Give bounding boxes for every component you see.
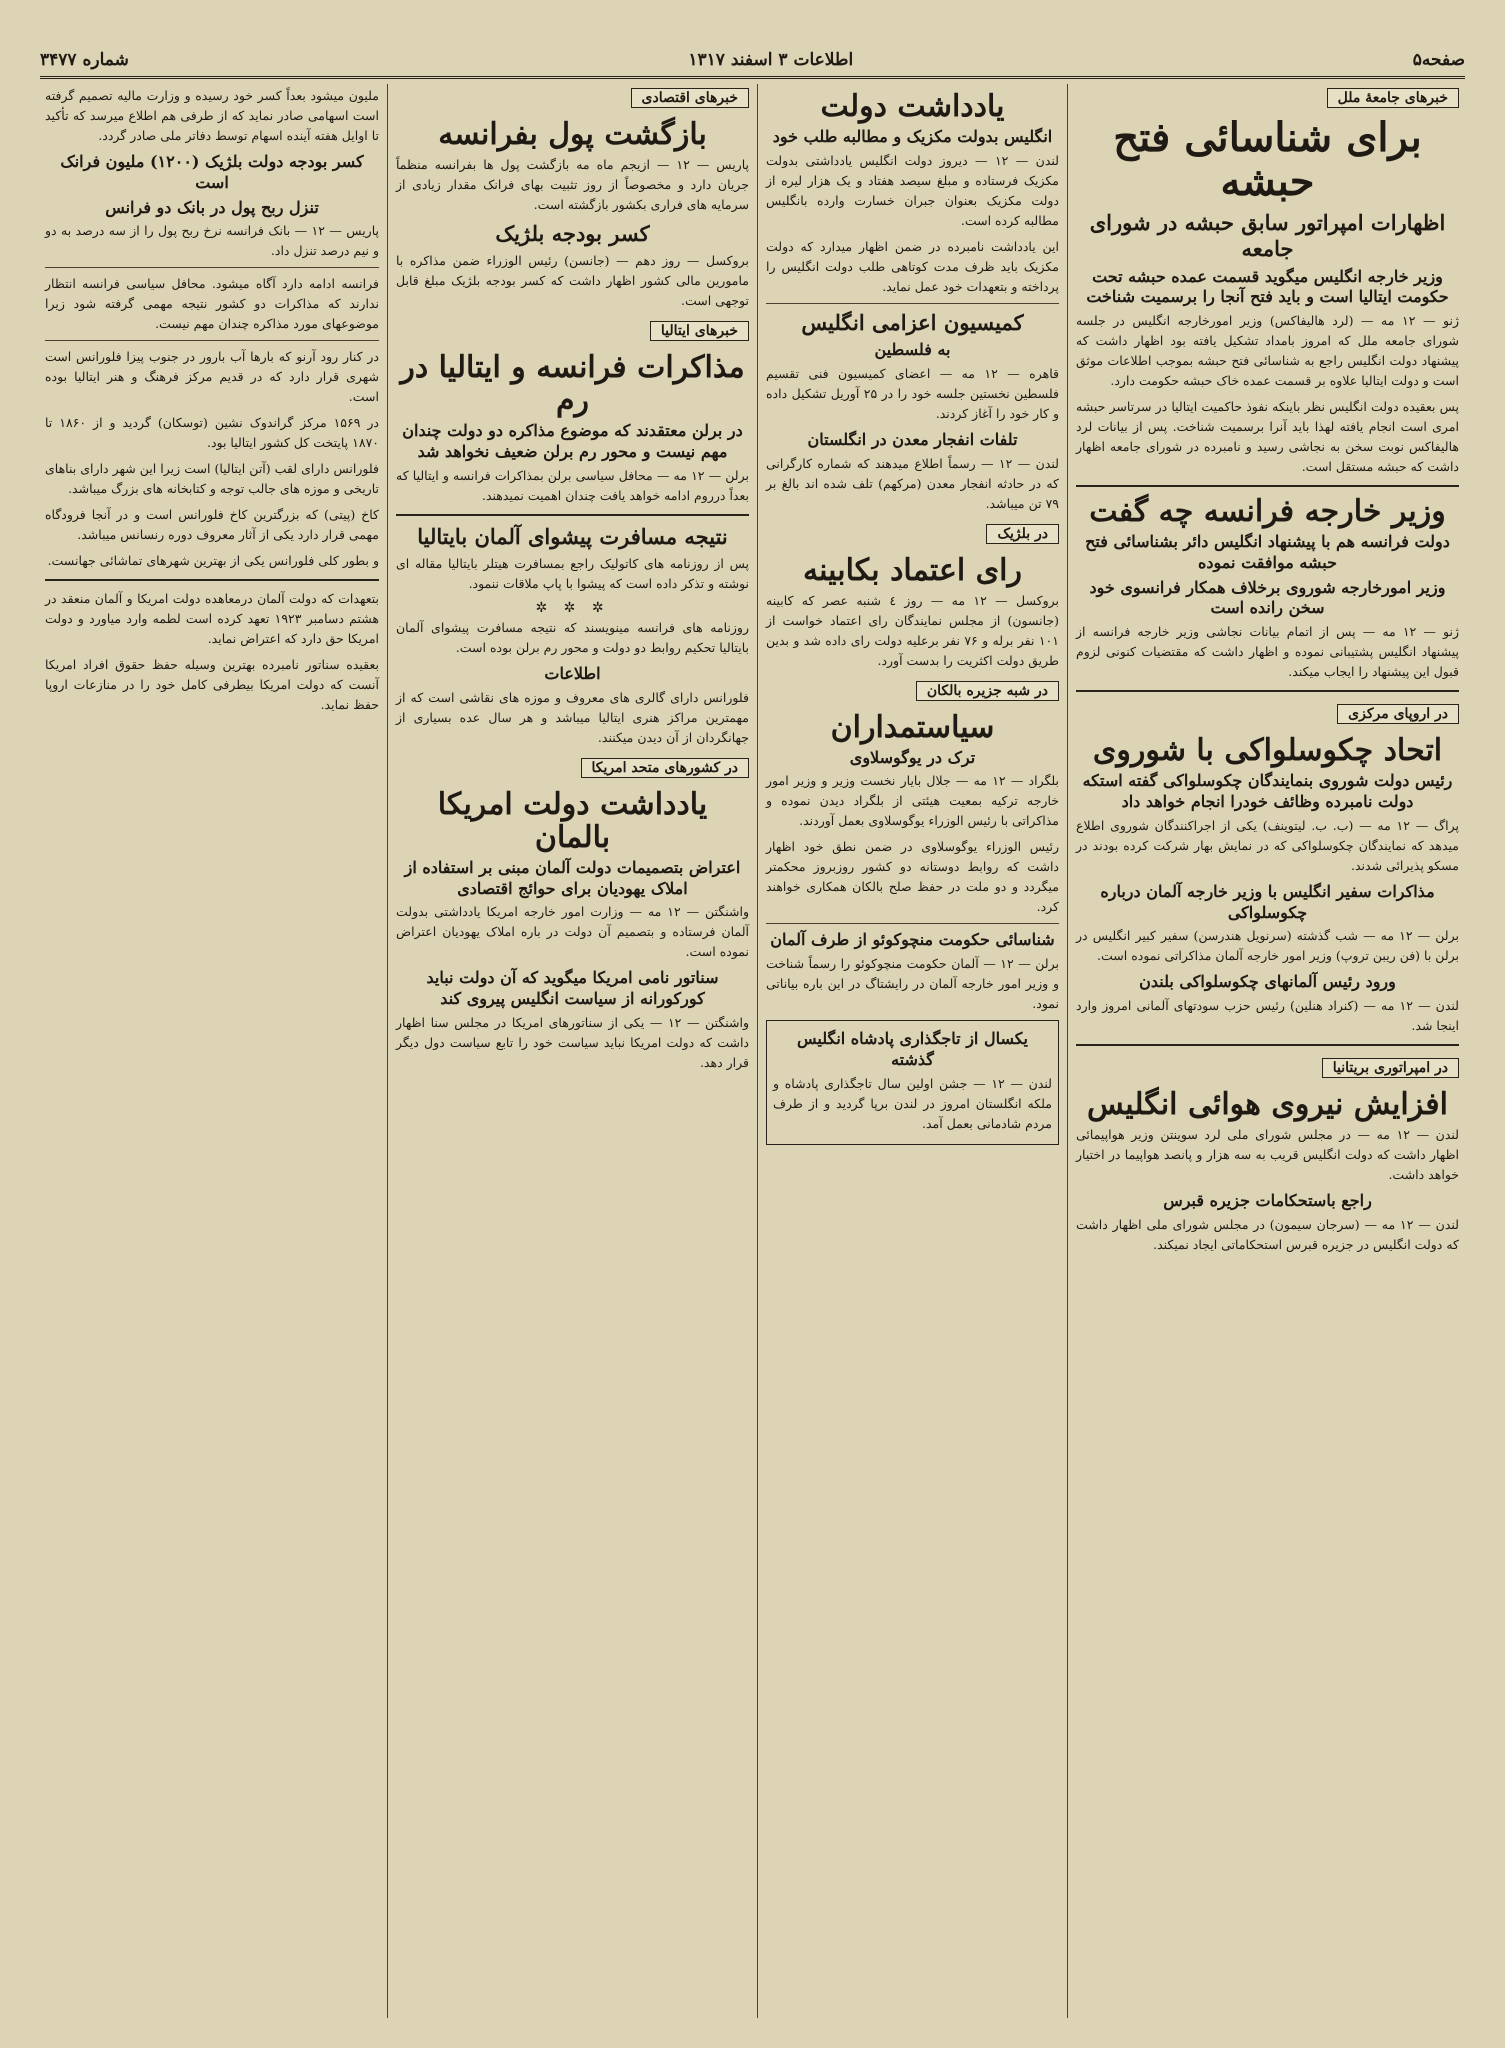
section-tag: خبرهای اقتصادی xyxy=(631,88,750,108)
headline-statesmen: سیاستمداران xyxy=(830,709,995,745)
article-text: پراگ — ۱۲ مه — (ب. ب. لیتوینف) یکی از اجراکنندگان شوروی اطلاع میدهد که نمایندگان چکوسلواکی که در نمایش بهار شرکت کرده بودند در مسکو پذیرائی شدند. xyxy=(1076,817,1460,873)
column-4 xyxy=(37,84,387,2018)
headline-us-note: یادداشت دولت امریکا بالمان xyxy=(437,786,708,855)
divider xyxy=(1076,690,1459,692)
article-text: ژنو — ۱۲ مه — (لرد هالیفاکس) وزیر امورخارجه انگلیس در جلسه شورای جامعه ملل که امروز بامداد تشکیل یافته بود اظهار داشت که پیشنهاد دولت انگلیس راجع به شناسائی فتح حبشه بموجب اطلاعات موثق است و دولت ایتالیا علاوه بر قسمت عمده خاک حبشه حکومت دارد. xyxy=(1076,313,1459,389)
headline-money-return: بازگشت پول بفرانسه xyxy=(438,117,707,152)
section-tag: در بلژیک xyxy=(986,524,1059,544)
article-text: لندن — ۱۲ — دیروز دولت انگلیس یادداشتی بدولت مکزیک فرستاده و مبلغ سیصد هفتاد و یک هزار لیره از دولت مکزیک بعنوان جبران خسارت وارده بانگلیس مطالبه کرده است. xyxy=(766,152,1059,228)
subheadline: انگلیس بدولت مکزیک و مطالبه طلب خود xyxy=(772,127,1053,146)
article-text: پاریس — ۱۲ — بانک فرانسه نرخ ربح پول را از سه درصد به دو و نیم درصد تنزل داد. xyxy=(45,223,379,259)
article-text: ملیون میشود بعداً کسر خود رسیده و وزارت مالیه تصمیم گرفته است اسهامی صادر نماید که از طرفی هم اطلاع میرسد که تأکید تا اوایل هفته آینده اسهام توسط دفاتر ملی صادر گردد. xyxy=(45,88,379,143)
divider xyxy=(1076,1044,1459,1046)
headline-belgium-budget: کسر بودجه بلژیک xyxy=(495,221,650,246)
column-2 xyxy=(757,84,1067,2018)
article-text: واشنگتن — ۱۲ — یکی از سناتورهای امریکا در مجلس سنا اظهار داشت که دولت امریکا نباید سیاست خود را تابع سیاست دول دیگر قرار دهد. xyxy=(396,1015,749,1071)
article-text: برلن — ۱۲ مه — شب گذشته (سرنویل هندرسن) سفیر کبیر انگلیس در برلن با (فن ریبن تروپ) وزیر امور خارجه آلمان مذاکراتی نموده است. xyxy=(1076,928,1459,964)
subheadline: اطلاعات xyxy=(544,664,601,684)
boxed-article xyxy=(766,1020,1059,1145)
article-text: بتعهدات که دولت آلمان درمعاهده دولت امریکا و آلمان منعقد در هشتم دسامبر ۱۹۲۳ تعهد کرده است لطمه وارد میاورد و دولت امریکا حق دارد که اعتراض نماید. xyxy=(45,591,379,647)
number-label: شماره ۳۴۷۷ xyxy=(40,50,129,70)
issue-label: اطلاعات ۳ اسفند ۱۳۱۷ xyxy=(688,50,854,70)
column-1 xyxy=(1067,84,1467,2018)
subheadline: مذاکرات سفیر انگلیس با وزیر خارجه آلمان درباره چکوسلواکی xyxy=(1100,881,1435,922)
article-text: بروکسل — روز دهم — (جانسن) رئیس الوزراء ضمن مذاکره با مامورین مالی کشور اظهار داشت که کسر بودجه بلژیک مبلغ قابل توجهی است. xyxy=(396,253,749,309)
subheadline: تلفات انفجار معدن در انگلستان xyxy=(807,429,1018,449)
subheadline: تنزل ربح پول در بانک دو فرانس xyxy=(105,197,319,217)
divider xyxy=(45,267,379,268)
subheadline: راجع باستحکامات جزیره قبرس xyxy=(1163,1191,1372,1211)
divider xyxy=(396,514,749,516)
subheadline: ترک در یوگوسلاوی xyxy=(849,747,976,767)
article-text: لندن — ۱۲ مه — (سرجان سیمون) در مجلس شورای ملی اظهار داشت که دولت انگلیس در جزیره قبرس استحکاماتی ایجاد نمیکند. xyxy=(1076,1217,1459,1253)
headline-rome-talks: مذاکرات فرانسه و ایتالیا در رم xyxy=(400,350,745,419)
divider xyxy=(45,579,379,581)
article-text: ژنو — ۱۲ مه — پس از اتمام بیانات نجاشی وزیر خارجه فرانسه از پیشنهاد انگلیس پشتیبانی نموده و اظهار داشت که مقتضیات کنونی لزوم قبول این پیشنهاد را ایجاب میکند. xyxy=(1076,624,1459,680)
article-text: لندن — ۱۲ مه — (کنراد هنلین) رئیس حزب سودتهای آلمانی امروز وارد اینجا شد. xyxy=(1076,998,1459,1034)
subheadline: شناسائی حکومت منچوکوئو از طرف آلمان xyxy=(770,930,1055,950)
masthead xyxy=(40,44,1465,79)
section-tag: در اروپای مرکزی xyxy=(1337,704,1459,724)
article-text: روزنامه های فرانسه مینویسند که نتیجه مسافرت پیشوای آلمان بایتالیا تحکیم روابط دو دولت و محور رم برلن بوده است. xyxy=(396,620,749,656)
subheadline: سناتور نامی امریکا میگوید که آن دولت نباید کورکورانه از سیاست انگلیس پیروی کند xyxy=(426,968,719,1009)
subheadline: وزیر خارجه انگلیس میگوید قسمت عمده حبشه تحت حکومت ایتالیا است و باید فتح آنجا را برسمیت شناخت xyxy=(1086,266,1449,307)
article-text: لندن — ۱۲ — جشن اولین سال تاجگذاری پادشاه و ملکه انگلستان امروز در لندن برپا گردید و از طرف مردم شادمانی بعمل آمد. xyxy=(773,1075,1052,1131)
section-tag: خبرهای ایتالیا xyxy=(650,321,749,341)
headline-confidence-vote: رای اعتماد بکابینه xyxy=(803,552,1022,588)
subheadline: به فلسطین xyxy=(874,340,951,360)
article-text: بروکسل — ۱۲ مه — روز ٤ شنبه عصر که کابینه (جانسون) از مجلس نمایندگان رای اعتماد خواست از ۱۰۱ نفر برله و ۷۶ نفر برعلیه دولت رای داده شد و بدین طریق دولت اکثریت را بدست آورد. xyxy=(766,592,1059,668)
section-tag: خبرهای جامعهٔ ملل xyxy=(1327,88,1459,108)
article-text: کاخ (پیتی) که بزرگترین کاخ فلورانس است و در آنجا فرودگاه مهمی قرار دارد یکی از آثار معروف دوره رنسانس میباشد. xyxy=(45,507,379,543)
section-tag: در شبه جزیره بالکان xyxy=(916,681,1059,701)
headline-france-fm: وزیر خارجه فرانسه چه گفت xyxy=(1089,494,1446,530)
article-text: برلن — ۱۲ مه — محافل سیاسی برلن بمذاکرات فرانسه و ایتالیا که بعداً درروم ادامه خواهد یافت چندان اهمیت نمیدهند. xyxy=(396,467,749,503)
headline-commission: کمیسیون اعزامی انگلیس xyxy=(801,309,1024,335)
subheadline: ورود رئیس آلمانهای چکوسلواکی بلندن xyxy=(1139,972,1396,992)
headline-czech-ussr: اتحاد چکوسلواکی با شوروی xyxy=(1092,733,1443,769)
divider xyxy=(766,303,1059,304)
subheadline: وزیر امورخارجه شوروی برخلاف همکار فرانسوی خود سخن رانده است xyxy=(1089,577,1446,618)
subheadline: کسر بودجه دولت بلژیک (۱۲۰۰) ملیون فرانک است xyxy=(60,152,364,192)
article-text: فرانسه ادامه دارد آگاه میشود. محافل سیاسی فرانسه انتظار ندارند که مذاکرات دو کشور نتیجه مهمی گرفته شود زیرا موضوعهای مورد مذاکره چندان مهم نیست. xyxy=(45,276,379,332)
subheadline: دولت فرانسه هم با پیشنهاد انگلیس دائر بشناسائی فتح حبشه موافقت نموده xyxy=(1085,532,1450,572)
headline-note: یادداشت دولت xyxy=(820,89,1005,124)
divider xyxy=(45,340,379,341)
divider xyxy=(1076,485,1459,487)
article-text: و بطور کلی فلورانس یکی از بهترین شهرهای تماشائی جهانست. xyxy=(47,553,379,569)
section-tag: در کشورهای متحد امریکا xyxy=(581,758,750,778)
star-divider: ✲ ✲ ✲ xyxy=(535,600,610,617)
divider xyxy=(766,923,1059,924)
article-text: واشنگتن — ۱۲ مه — وزارت امور خارجه امریکا یادداشتی بدولت آلمان فرستاده و بتصمیم آن دولت در باره املاک یهودیان اعتراض نموده است. xyxy=(396,904,749,960)
article-text: لندن — ۱۲ مه — در مجلس شورای ملی لرد سوینتن وزیر هواپیمائی اظهار داشت که دولت انگلیس قریب به سه هزار و پانصد هواپیما در اختیار خواهد داشت. xyxy=(1076,1127,1459,1183)
article-text: رئیس الوزراء یوگوسلاوی در ضمن نطق خود اظهار داشت که روابط دوستانه دو کشور روزبروز محکمتر میگردد و دو ملت در حفظ صلح بالکان همکاری خواهند کرد. xyxy=(766,839,1059,915)
subheadline: یکسال از تاجگذاری پادشاه انگلیس گذشته xyxy=(796,1029,1029,1070)
headline-air-force: افزایش نیروی هوائی انگلیس xyxy=(1087,1087,1448,1123)
article-text: برلن — ۱۲ — آلمان حکومت منچوکوئو را رسماً شناخت و وزیر امور خارجه آلمان در رایشتاگ در این باره بیاناتی نمود. xyxy=(766,956,1059,1012)
article-text: پس بعقیده دولت انگلیس نظر باینکه نفوذ حاکمیت ایتالیا در سرتاسر حبشه امری است انجام یافته لهذا باید آنرا برسمیت شناخت. پس از بیانات لرد هالیفاکس نوبت سخن به نجاشی رسید و نامبرده در شورای جامعه اظهار داشت که حبشه مستقل است. xyxy=(1076,399,1459,475)
article-text: در کنار رود آرنو که بارها آب بارور در جنوب پیزا فلورانس است شهری قرار دارد که در قدیم مرکز فرهنگ و هنر ایتالیا بوده است. xyxy=(45,349,379,405)
subheadline: اظهارات امپراتور سابق حبشه در شورای جامعه xyxy=(1089,210,1446,262)
headline-hitler-italy: نتیجه مسافرت پیشوای آلمان بایتالیا xyxy=(417,523,728,549)
article-text: در ۱۵۶۹ مرکز گراندوک نشین (توسکان) گردید و از ۱۸۶۰ تا ۱۸۷۰ پایتخت کل کشور ایتالیا بود. xyxy=(45,415,379,451)
subheadline: در برلن معتقدند که موضوع مذاکره دو دولت چندان مهم نیست و محور رم برلن ضعیف نخواهد شد xyxy=(402,421,743,462)
page-label: صفحه۵ xyxy=(1412,50,1465,70)
subheadline: اعتراض بتصمیمات دولت آلمان مبنی بر استفاده از املاک یهودیان برای حوائج اقتصادی xyxy=(404,857,741,898)
article-text: فلورانس دارای لقب (آتن ایتالیا) است زیرا این شهر دارای بناهای تاریخی و موزه های جالب توجه و کتابخانه های بزرگ میباشد. xyxy=(45,461,379,497)
article-text: قاهره — ۱۲ مه — اعضای کمیسیون فنی تقسیم فلسطین نخستین جلسه خود را در ۲۵ آوریل تشکیل داده و کار خود را آغاز کردند. xyxy=(766,365,1059,421)
article-text: فلورانس دارای گالری های معروف و موزه های نقاشی است که از مهمترین مراکز هنری ایتالیا میباشد و هر سال عده بسیاری از جهانگردان از آن دیدن میکنند. xyxy=(396,689,749,745)
article-text: لندن — ۱۲ — رسماً اطلاع میدهند که شماره کارگرانی که در حادثه انفجار معدن (مرکهم) تلف شده اند بالغ بر ۷۹ تن میباشد. xyxy=(766,455,1059,511)
article-text: این یادداشت نامبرده در ضمن اظهار میدارد که دولت مکزیک باید ظرف مدت کوتاهی طلب دولت انگلیس را پرداخته و بتعهدات خود عمل نماید. xyxy=(766,238,1059,294)
headline-abyssinia: برای شناسائی فتح حبشه xyxy=(1113,114,1422,205)
column-3 xyxy=(387,84,757,2018)
article-text: بلگراد — ۱۲ مه — جلال بایار نخست وزیر و وزیر امور خارجه ترکیه بمعیت هیئتی از بلگراد دیدن نموده و مذاکراتی با رئیس الوزراء یوگوسلاوی بعمل آوردند. xyxy=(766,773,1060,829)
article-text: بعقیده سناتور نامبرده بهترین وسیله حفظ حقوق افراد امریکا آنست که دولت امریکا بیطرفی کامل خود را در منازعات اروپا حفظ نماید. xyxy=(45,657,379,713)
section-tag: در امپراتوری بریتانیا xyxy=(1322,1058,1459,1078)
subheadline: رئیس دولت شوروی بنمایندگان چکوسلواکی گفته استکه دولت نامبرده وظائف خودرا انجام خواهد داد xyxy=(1082,771,1453,812)
article-text: پاریس — ۱۲ — ازیجم ماه مه بازگشت پول ها بفرانسه منظماً جریان دارد و مخصوصاً از روز تثبیت بهای فرانک مقدار زیادی از سرمایه های فراری بکشور بازگشته است. xyxy=(396,157,749,212)
article-text: پس از روزنامه های کاتولیک راجع بمسافرت هیتلر بایتالیا مقاله ای نوشته و تذکر داده است که پیشوا با پاپ ملاقات ننمود. xyxy=(396,556,749,592)
